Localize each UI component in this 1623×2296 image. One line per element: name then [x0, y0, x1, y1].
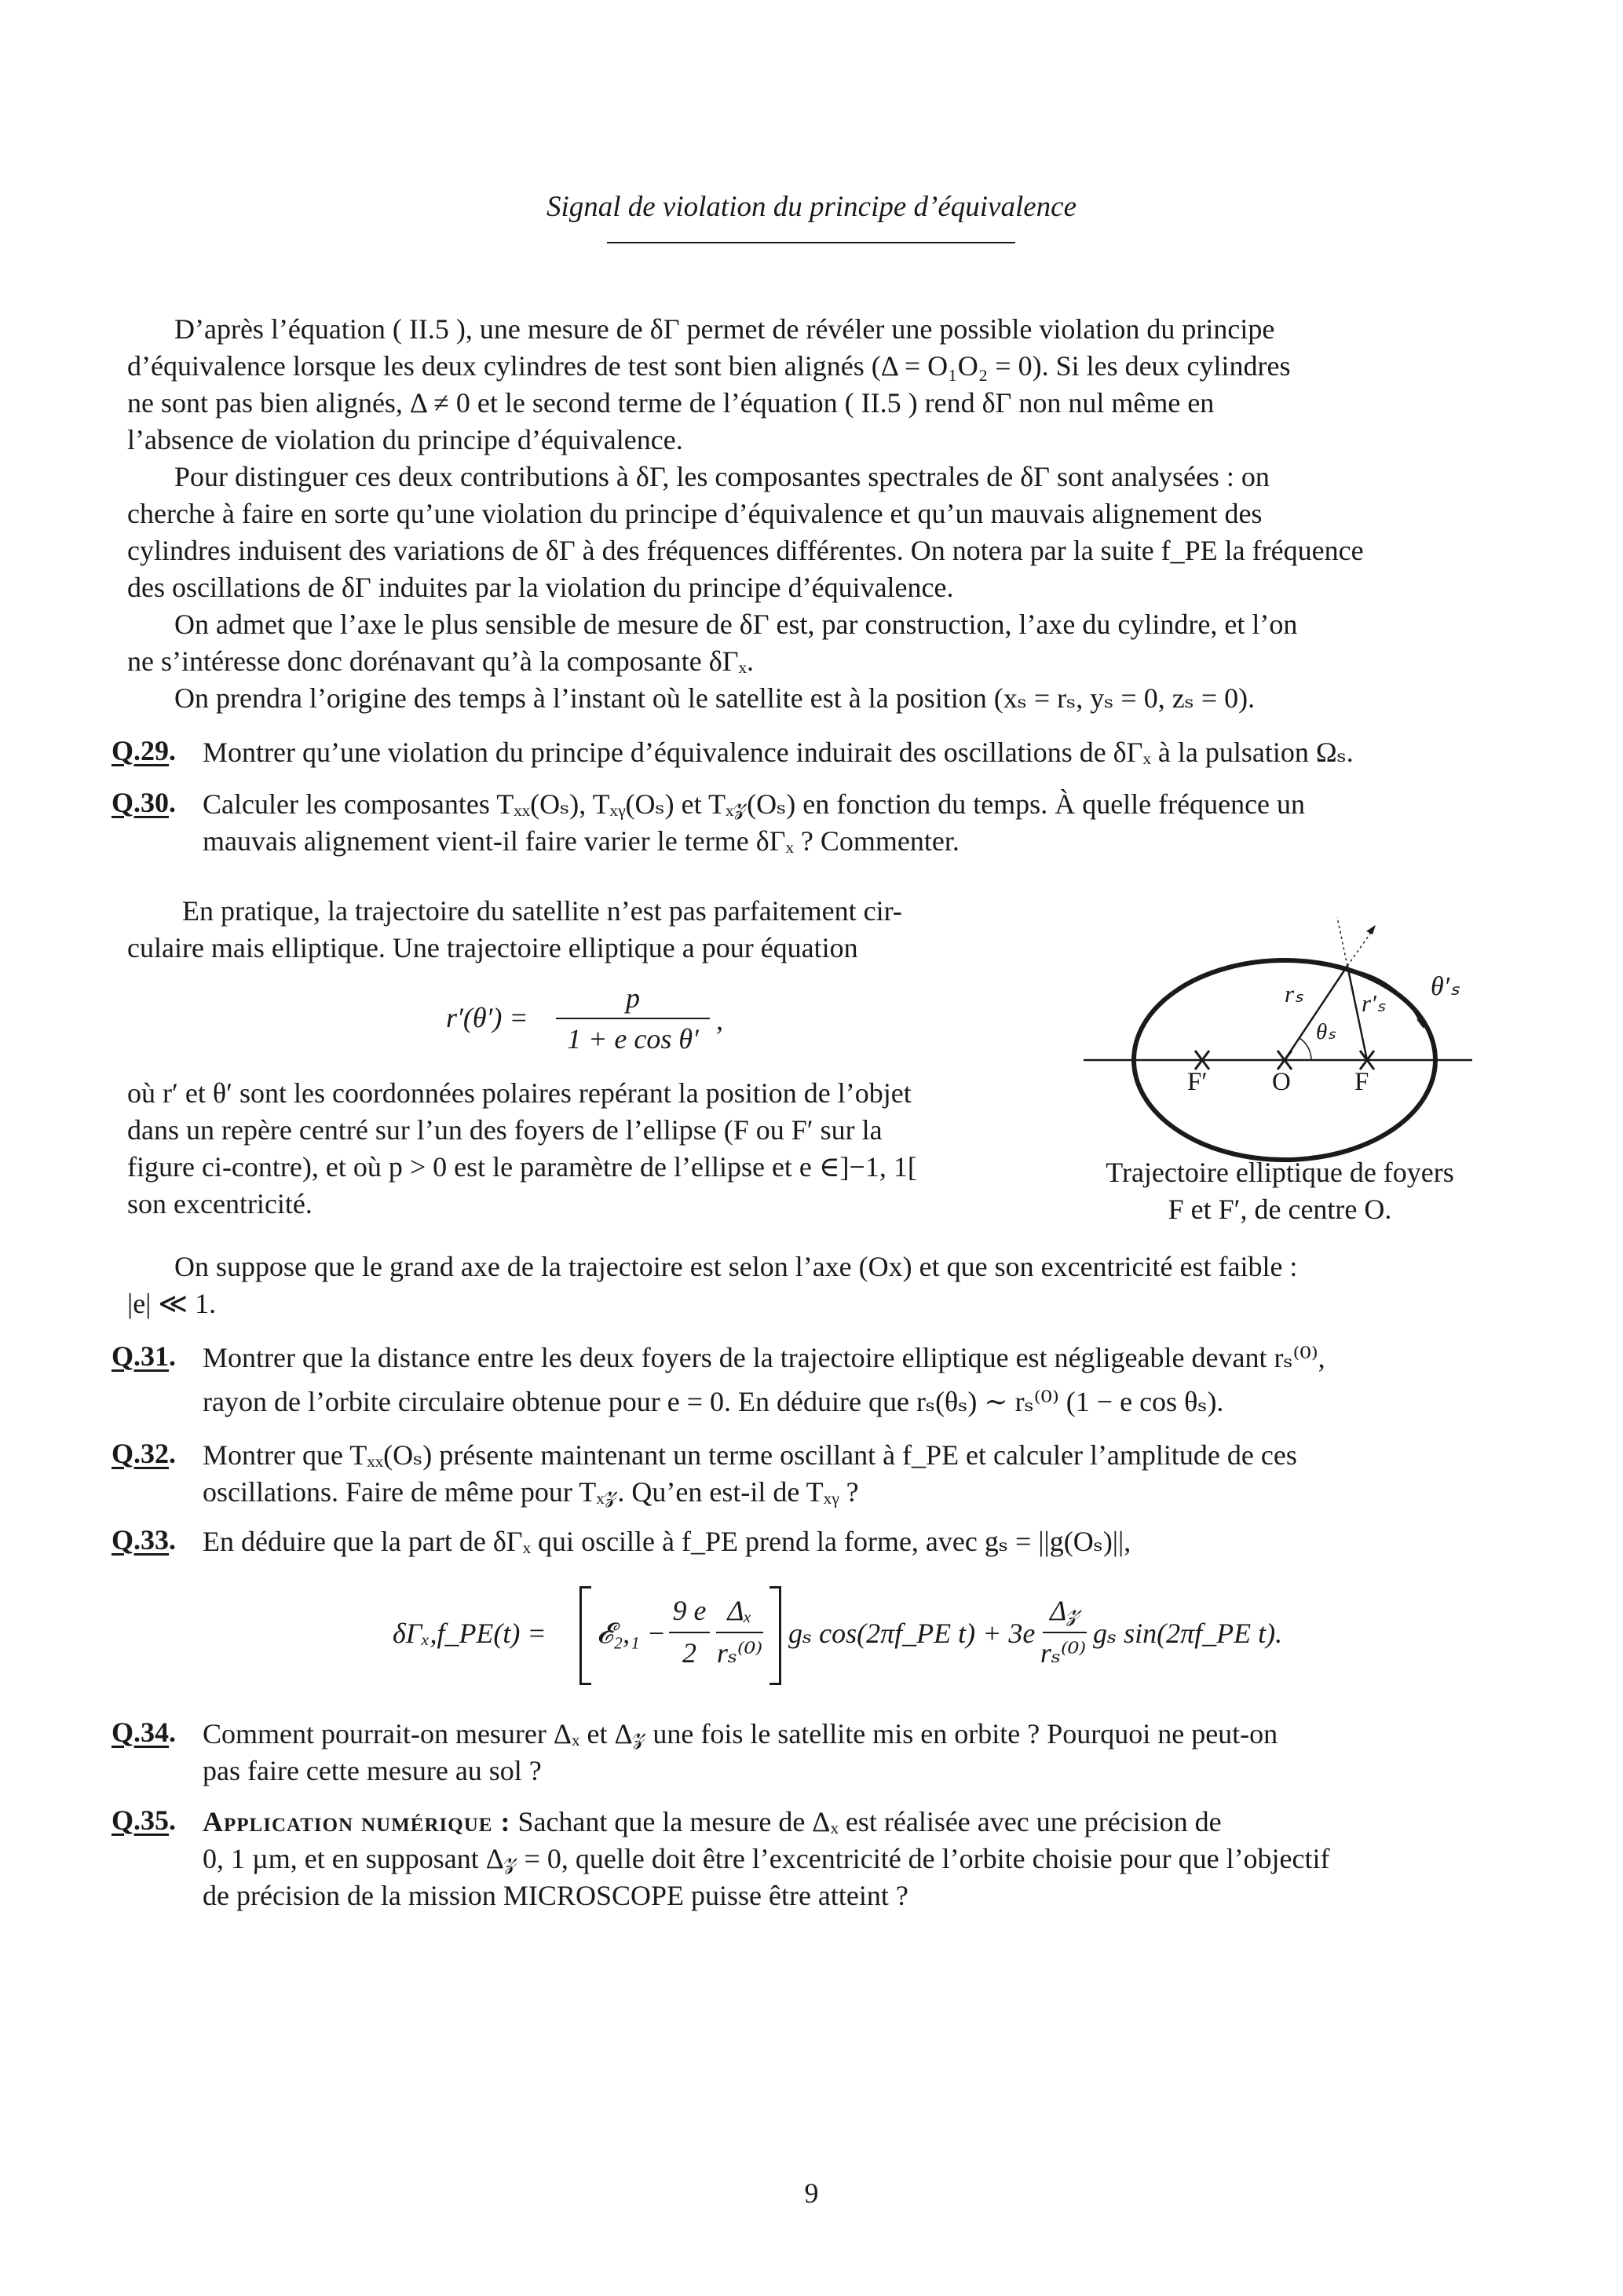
- question-line: En déduire que la part de δΓₓ qui oscille à f_PE prend la forme, avec gₛ = ||g(Oₛ)||,: [203, 1526, 1131, 1557]
- question-line: Montrer que Tₓₓ(Oₛ) présente maintenant un terme oscillant à f_PE et calculer l’amplitude de ces: [203, 1439, 1297, 1471]
- text-line: On admet que l’axe le plus sensible de mesure de δΓ est, par construction, l’axe du cylindre, et l’on: [174, 609, 1298, 640]
- text-line: En pratique, la trajectoire du satellite n’est pas parfaitement cir-: [182, 895, 902, 927]
- fraction-bar: [1043, 1632, 1087, 1633]
- text-line: On prendra l’origine des temps à l’instant où le satellite est à la position (xₛ = rₛ, yₛ = 0, zₛ = 0).: [174, 682, 1256, 714]
- question-line: 0, 1 µm, et en supposant Δ𝓏 = 0, quelle doit être l’excentricité de l’orbite choisie pour que l’objectif: [203, 1843, 1330, 1874]
- figure-label-rs: rₛ: [1285, 980, 1303, 1007]
- eq33-num3: Δ𝓏: [1050, 1595, 1080, 1626]
- ellipse-equation-numerator: p: [626, 982, 640, 1014]
- header-rule: [607, 242, 1015, 243]
- question-label-q33: Q.33.: [111, 1524, 177, 1556]
- dotted-direction-line: [1347, 928, 1374, 966]
- text-line: ne s’intéresse donc dorénavant qu’à la composante δΓₓ.: [127, 645, 754, 677]
- question-line: Application numérique : Sachant que la mesure de Δₓ est réalisée avec une précision de: [203, 1806, 1222, 1837]
- fraction-bar: [669, 1632, 710, 1633]
- question-label-q31: Q.31.: [111, 1340, 177, 1372]
- question-line: de précision de la mission MICROSCOPE puisse être atteint ?: [203, 1880, 908, 1911]
- figure-label-f: F: [1354, 1068, 1369, 1096]
- text-line: où r′ et θ′ sont les coordonnées polaires repérant la position de l’objet: [127, 1077, 912, 1109]
- text-line: son excentricité.: [127, 1188, 313, 1219]
- eq33-den2: rₛ⁽⁰⁾: [716, 1637, 763, 1669]
- text-line: dans un repère centré sur l’un des foyers de l’ellipse (F ou F′ sur la: [127, 1114, 883, 1146]
- text-line: culaire mais elliptique. Une trajectoire elliptique a pour équation: [127, 932, 858, 963]
- question-label-q35: Q.35.: [111, 1804, 177, 1836]
- page-header-title: Signal de violation du principe d’équivalence: [546, 191, 1077, 223]
- question-line: Montrer qu’une violation du principe d’équivalence induirait des oscillations de δΓₓ à la pulsation Ωₛ.: [203, 737, 1354, 768]
- eq33-mid: gₛ cos(2πf_PE t) + 3e: [788, 1618, 1036, 1649]
- eq33-lhs: δΓₓ,f_PE(t) =: [393, 1618, 546, 1649]
- figure-label-rs-prime: r′ₛ: [1362, 989, 1386, 1017]
- figure-label-theta-s: θₛ: [1316, 1019, 1336, 1044]
- dotted-extension-line: [1337, 917, 1347, 966]
- figure-label-f-prime: F′: [1187, 1068, 1208, 1096]
- caption-line: F et F′, de centre O.: [1168, 1194, 1392, 1225]
- page-number: 9: [804, 2177, 819, 2209]
- figure-label-o: O: [1272, 1068, 1291, 1096]
- direction-arrowhead: [1366, 925, 1376, 934]
- figure-caption: [1060, 1154, 1500, 1228]
- question-label-q29: Q.29.: [111, 735, 177, 766]
- question-label-q32: Q.32.: [111, 1438, 177, 1469]
- fraction-bar: [716, 1632, 763, 1633]
- caption-line: Trajectoire elliptique de foyers: [1106, 1157, 1454, 1188]
- text-line: l’absence de violation du principe d’équivalence.: [127, 424, 683, 455]
- eq33-e-term: 𝓔₂,₁ −: [597, 1618, 666, 1649]
- question-line: Montrer que la distance entre les deux foyers de la trajectoire elliptique est négligeable devant rₛ⁽⁰⁾,: [203, 1342, 1325, 1373]
- eq33-end: gₛ sin(2πf_PE t).: [1093, 1618, 1283, 1649]
- text-line: des oscillations de δΓ induites par la violation du principe d’équivalence.: [127, 572, 954, 603]
- eq33-right-bracket: [769, 1586, 781, 1685]
- question-label-q30: Q.30.: [111, 787, 177, 818]
- question-line: mauvais alignement vient-il faire varier le terme δΓₓ ? Commenter.: [203, 825, 960, 857]
- text-line: cylindres induisent des variations de δΓ à des fréquences différentes. On notera par la suite f_PE la fréquence: [127, 535, 1364, 566]
- eq33-num2: Δₓ: [727, 1595, 752, 1626]
- eq33-left-bracket: [579, 1586, 591, 1685]
- question-line: pas faire cette mesure au sol ?: [203, 1755, 542, 1786]
- ellipse-figure: [1084, 911, 1492, 1162]
- question-line: rayon de l’orbite circulaire obtenue pour e = 0. En déduire que rₛ(θₛ) ∼ rₛ⁽⁰⁾ (1 − e cos θₛ).: [203, 1386, 1224, 1417]
- text-line: figure ci-contre), et où p > 0 est le paramètre de l’ellipse et e ∈]−1, 1[: [127, 1151, 917, 1183]
- eq33-den3: rₛ⁽⁰⁾: [1040, 1637, 1087, 1669]
- theta-s-arc: [1299, 1038, 1311, 1060]
- eq33-den1: 2: [682, 1637, 696, 1669]
- question-line: Calculer les composantes Tₓₓ(Oₛ), Tₓᵧ(Oₛ) et Tₓ𝓏(Oₛ) en fonction du temps. À quelle fréquence un: [203, 788, 1306, 820]
- ellipse-equation-denominator: 1 + e cos θ′: [567, 1023, 699, 1055]
- eq33-num1: 9 e: [672, 1595, 707, 1626]
- text-line: d’équivalence lorsque les deux cylindres de test sont bien alignés (Δ = O₁O₂ = 0). Si les deux cylindres: [127, 350, 1291, 382]
- figure-label-theta-prime: θ′ₛ: [1431, 972, 1460, 1001]
- text-line: cherche à faire en sorte qu’une violation du principe d’équivalence et qu’un mauvais alignement des: [127, 498, 1263, 529]
- application-numerique-label: Application numérique :: [203, 1806, 511, 1837]
- text-line: On suppose que le grand axe de la trajectoire est selon l’axe (Ox) et que son excentricité est faible :: [174, 1251, 1298, 1282]
- text-line: D’après l’équation ( II.5 ), une mesure de δΓ permet de révéler une possible violation du principe: [174, 313, 1275, 345]
- fraction-bar: [556, 1018, 710, 1019]
- ellipse-equation-comma: ,: [716, 1004, 723, 1036]
- ellipse-equation-lhs: r′(θ′) =: [446, 1002, 528, 1033]
- question-line: oscillations. Faire de même pour Tₓ𝓏. Qu’en est-il de Tₓᵧ ?: [203, 1476, 859, 1508]
- question-label-q34: Q.34.: [111, 1717, 177, 1748]
- text-line: |e| ≪ 1.: [127, 1288, 217, 1319]
- question-line: Comment pourrait-on mesurer Δₓ et Δ𝓏 une fois le satellite mis en orbite ? Pourquoi ne peut-on: [203, 1718, 1278, 1749]
- text-line: ne sont pas bien alignés, Δ ≠ 0 et le second terme de l’équation ( II.5 ) rend δΓ non nul même en: [127, 387, 1215, 419]
- text-line: Pour distinguer ces deux contributions à δΓ, les composantes spectrales de δΓ sont analysées : on: [174, 461, 1270, 492]
